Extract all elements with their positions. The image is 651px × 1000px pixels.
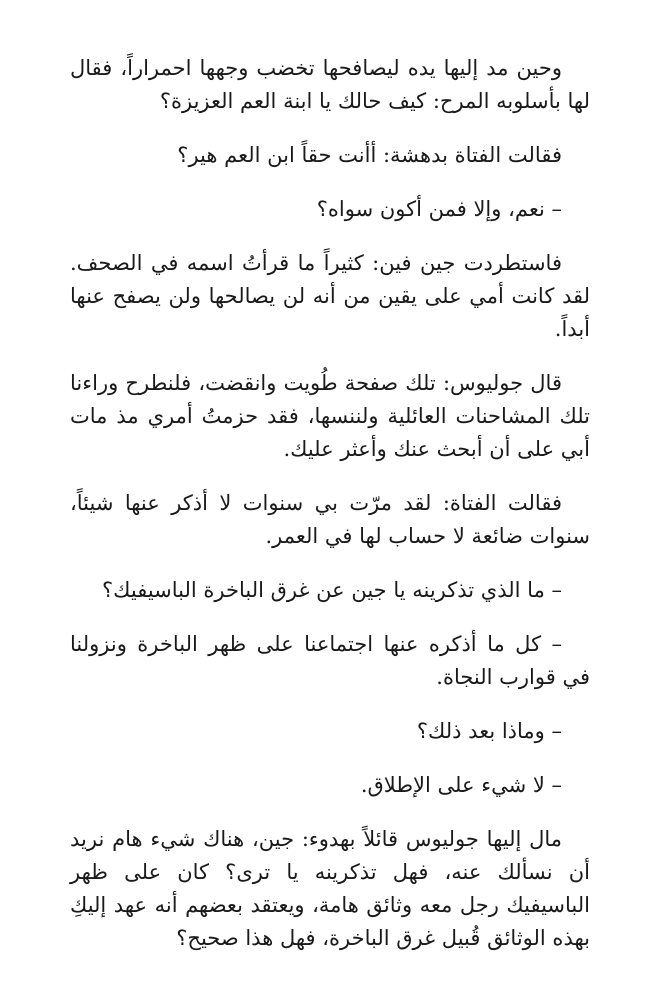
paragraph-7: – ما الذي تذكرينه يا جين عن غرق الباخرة الباسيفيك؟ xyxy=(102,578,562,602)
paragraph-1: وحين مد إليها يده ليصافحها تخضب وجهها احمراراً، فقال لها بأسلوبه المرح: كيف حالك يا ابنة العم العزيزة؟ xyxy=(70,56,590,113)
paragraph-5: قال جوليوس: تلك صفحة طُويت وانقضت، فلنطرح وراءنا تلك المشاحنات العائلية ولننسها، فقد حزمتُ أمري مذ مات أبي على أن أبحث عنك وأعثر عليك. xyxy=(70,371,590,461)
paragraph-8: – كل ما أذكره عنها اجتماعنا على ظهر الباخرة ونزولنا في قوارب النجاة. xyxy=(70,632,590,689)
paragraph-4: فاستطردت جين فين: كثيراً ما قرأتُ اسمه في الصحف. لقد كانت أمي على يقين من أنه لن يصالحها ولن يصفح عنها أبداً. xyxy=(70,251,590,341)
paragraph-6: فقالت الفتاة: لقد مرّت بي سنوات لا أذكر عنها شيئاً، سنوات ضائعة لا حساب لها في العمر. xyxy=(70,491,590,548)
book-page xyxy=(70,52,590,976)
paragraph-2: فقالت الفتاة بدهشة: أأنت حقاً ابن العم هير؟ xyxy=(177,143,562,167)
paragraph-10: – لا شيء على الإطلاق. xyxy=(360,773,562,797)
paragraph-9: – وماذا بعد ذلك؟ xyxy=(416,719,562,743)
paragraph-3: – نعم، وإلا فمن أكون سواه؟ xyxy=(316,197,562,221)
paragraph-11: مال إليها جوليوس قائلاً بهدوء: جين، هناك شيء هام نريد أن نسألك عنه، فهل تذكرينه يا ترى؟ كان على ظهر الباسيفيك رجل معه وثائق هامة، ويعتقد بعضهم أنه عهد إليكِ بهذه الوثائق قُبيل غرق الباخرة، فهل هذا صحيح؟ xyxy=(70,827,590,950)
